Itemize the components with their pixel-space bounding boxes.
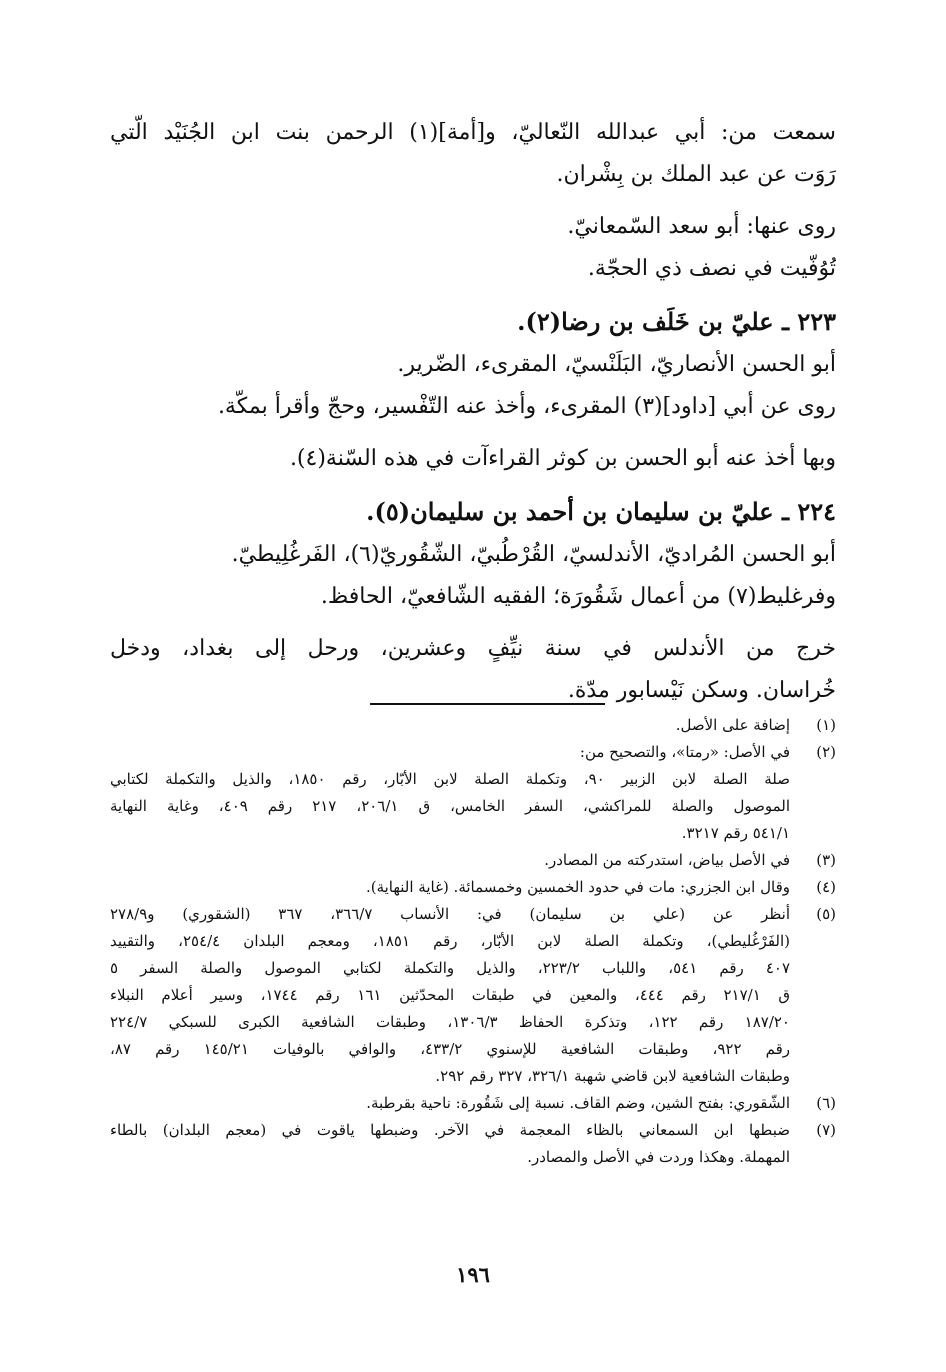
- entry-heading-224: ٢٢٤ ـ عليّ بن سليمان بن أحمد بن سليمان(٥).: [366, 497, 836, 526]
- footnotes: [110, 712, 836, 1171]
- footnote-line: ضبطها ابن السمعاني بالظاء المعجمة في الآخر. وضبطها ياقوت في (معجم البلدان) بالطاء: [110, 1121, 790, 1139]
- text-line: روى عن أبي [داود](٣) المقرىء، وأخذ عنه التّفْسير، وحجّ وأقرأ بمكّة.: [217, 394, 836, 419]
- footnote-line: إضافة على الأصل.: [675, 716, 790, 734]
- footnote: [110, 847, 836, 874]
- footnote: [110, 1090, 836, 1117]
- footnote: [110, 874, 836, 901]
- page-number: ١٩٦: [456, 1262, 490, 1287]
- footnote-line: صلة الصلة لابن الزبير ٩٠، وتكملة الصلة لابن الأبّار، رقم ١٨٥٠، والذيل والتكملة لكتابي: [110, 770, 790, 788]
- footnote-separator: [370, 703, 605, 705]
- footnote-line: وقال ابن الجزري: مات في حدود الخمسين وخمسمائة. (غاية النهاية).: [365, 878, 790, 896]
- text-line: خرج من الأندلس في سنة نيِّفٍ وعشرين، ورحل إلى بغداد، ودخل: [110, 636, 836, 661]
- text-line: أبو الحسن الأنصاريّ، البَلَنْسيّ، المقرىء، الضّرير.: [397, 352, 836, 377]
- footnote: [110, 739, 836, 847]
- text-line: روى عنها: أبو سعد السّمعانيّ.: [567, 214, 836, 239]
- footnote-number: (٢): [816, 743, 836, 761]
- footnote-line: رقم ٩٢٢، وطبقات الشافعية للإسنوي ٤٣٣/٢، والوافي بالوفيات ١٤٥/٢١ رقم ٨٧،: [110, 1040, 790, 1058]
- entry-heading-223: ٢٢٣ ـ عليّ بن خَلَف بن رضا(٢).: [517, 307, 836, 336]
- footnote: [110, 1117, 836, 1171]
- text-line: تُوُفّيت في نصف ذي الحجّة.: [587, 256, 836, 281]
- footnote-line: الموصول والصلة للمراكشي، السفر الخامس، ق ٢٠٦/١، ٢١٧ رقم ٤٠٩، وغاية النهاية: [110, 797, 790, 815]
- footnote-line: (الفَرْغُليطي)، وتكملة الصلة لابن الأبّار، رقم ١٨٥١، ومعجم البلدان ٢٥٤/٤، والتقييد: [110, 932, 790, 950]
- footnote: [110, 712, 836, 739]
- footnote-line: ٤٠٧ رقم ٥٤١، واللباب ٢٢٣/٢، والذيل والتكملة لكتابي الموصول والصلة السفر ٥: [110, 959, 790, 977]
- text-line: سمعت من: أبي عبدالله النّعاليّ، و[أمة](١) الرحمن بنت ابن الجُنَيْد الّتي: [110, 120, 836, 145]
- text-line: خُراسان. وسكن نَيْسابور مدّة.: [567, 678, 836, 703]
- footnote-line: المهملة. وهكذا وردت في الأصل والمصادر.: [527, 1148, 790, 1166]
- text-line: رَوَت عن عبد الملك بن بِشْران.: [556, 162, 836, 187]
- footnote-number: (٥): [816, 905, 836, 923]
- footnote-line: في الأصل بياض، استدركته من المصادر.: [544, 851, 790, 869]
- text-line: وبها أخذ عنه أبو الحسن بن كوثر القراءآت في هذه السّنة(٤).: [289, 446, 836, 471]
- footnote-line: في الأصل: «رمتا»، والتصحيح من:: [579, 743, 790, 761]
- footnote: [110, 901, 836, 1090]
- text-line: أبو الحسن المُراديّ، الأندلسيّ، القُرْطُبيّ، الشّقُوريّ(٦)، الفَرغُلِيطيّ.: [231, 542, 836, 567]
- footnote-number: (٧): [816, 1121, 836, 1139]
- footnote-line: الشّقوري: بفتح الشين، وضم القاف. نسبة إلى شَقُورة: ناحية بقرطبة.: [366, 1094, 790, 1112]
- text-line: وفرغليط(٧) من أعمال شَقُورَة؛ الفقيه الشّافعيّ، الحافظ.: [320, 584, 836, 609]
- footnote-number: (٦): [816, 1094, 836, 1112]
- footnote-number: (٤): [816, 878, 836, 896]
- footnote-number: (٣): [816, 851, 836, 869]
- footnote-line: ١٨٧/٢٠ رقم ١٢٢، وتذكرة الحفاظ ١٣٠٦/٣، وطبقات الشافعية الكبرى للسبكي ٢٢٤/٧: [110, 1013, 790, 1031]
- footnote-number: (١): [816, 716, 836, 734]
- footnote-line: وطبقات الشافعية لابن قاضي شهبة ٣٢٦/١، ٣٢٧ رقم ٢٩٢.: [435, 1067, 790, 1085]
- footnote-line: ٥٤١/١ رقم ٣٢١٧.: [681, 824, 790, 842]
- footnote-line: أنظر عن (علي بن سليمان) في: الأنساب ٣٦٦/٧، ٣٦٧ (الشقوري) و٢٧٨/٩: [110, 905, 790, 923]
- main-text: [110, 112, 836, 712]
- footnote-line: ق ٢١٧/١ رقم ٤٤٤، والمعين في طبقات المحدّثين ١٦١ رقم ١٧٤٤، وسير أعلام النبلاء: [110, 986, 790, 1004]
